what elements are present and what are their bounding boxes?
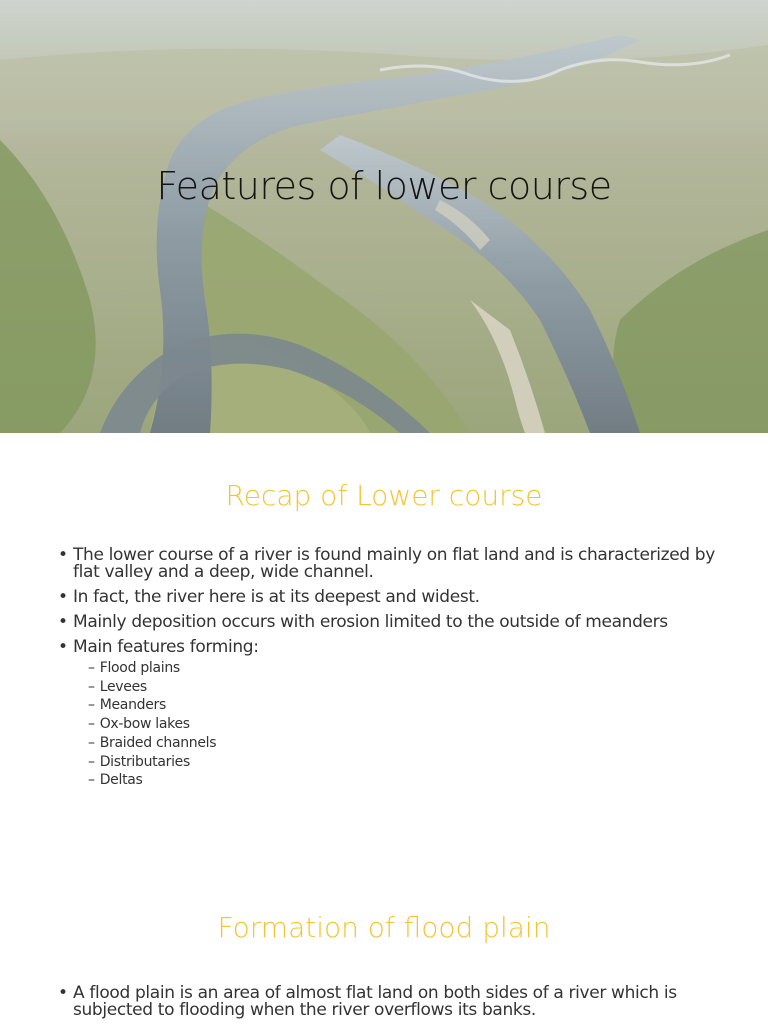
sub-item-text: Deltas: [99, 772, 143, 789]
sub-list-item: [88, 734, 726, 753]
sub-item-text: Levees: [99, 678, 147, 695]
dash-glyph: –: [88, 716, 95, 733]
dash-glyph: –: [88, 772, 95, 789]
sub-item-text: Braided channels: [99, 734, 217, 751]
recap-heading: Recap of Lower course: [225, 479, 543, 512]
recap-slide: [0, 433, 768, 865]
slide-title: Features of lower course: [156, 164, 612, 208]
sub-list-item: [88, 678, 726, 697]
list-item: [58, 985, 726, 1019]
bullet-text: Mainly deposition occurs with erosion limited to the outside of meanders: [73, 612, 668, 632]
bullet-glyph: •: [58, 545, 68, 565]
features-sub-list: [88, 659, 726, 790]
bullet-glyph: •: [58, 637, 68, 657]
sub-item-text: Distributaries: [99, 753, 190, 770]
sub-list-item: [88, 696, 726, 715]
dash-glyph: –: [88, 660, 95, 676]
flood-plain-heading: Formation of flood plain: [217, 911, 551, 944]
sub-item-text: Meanders: [99, 697, 166, 714]
title-slide: [0, 0, 768, 433]
list-item: [58, 589, 726, 606]
dash-glyph: –: [88, 697, 95, 714]
list-item: [58, 614, 726, 631]
list-item: [58, 547, 726, 581]
bullet-text: Main features forming:: [73, 637, 259, 657]
bullet-text: A flood plain is an area of almost flat land on both sides of a river which is subjected to flooding when the river overflows its banks.: [73, 983, 677, 1020]
sub-list-item: [88, 753, 726, 772]
recap-bullet-list: [58, 547, 726, 798]
river-aerial-photo: [0, 0, 768, 433]
bullet-glyph: •: [58, 612, 68, 632]
bullet-glyph: •: [58, 983, 68, 1003]
sub-list-item: [88, 715, 726, 734]
dash-glyph: –: [88, 753, 95, 770]
sub-item-text: Ox-bow lakes: [99, 716, 190, 733]
flood-plain-slide: [0, 865, 768, 1024]
bullet-text: The lower course of a river is found mainly on flat land and is characterized by flat valley and a deep, wide channel.: [73, 545, 715, 582]
bullet-glyph: •: [58, 587, 68, 607]
sub-list-item: [88, 771, 726, 790]
dash-glyph: –: [88, 678, 95, 695]
sub-item-text: Flood plains: [99, 660, 180, 676]
sub-list-item: [88, 659, 726, 678]
bullet-text: In fact, the river here is at its deepest and widest.: [73, 587, 480, 607]
list-item: [58, 639, 726, 790]
dash-glyph: –: [88, 734, 95, 751]
flood-plain-bullet-list: [58, 985, 726, 1024]
